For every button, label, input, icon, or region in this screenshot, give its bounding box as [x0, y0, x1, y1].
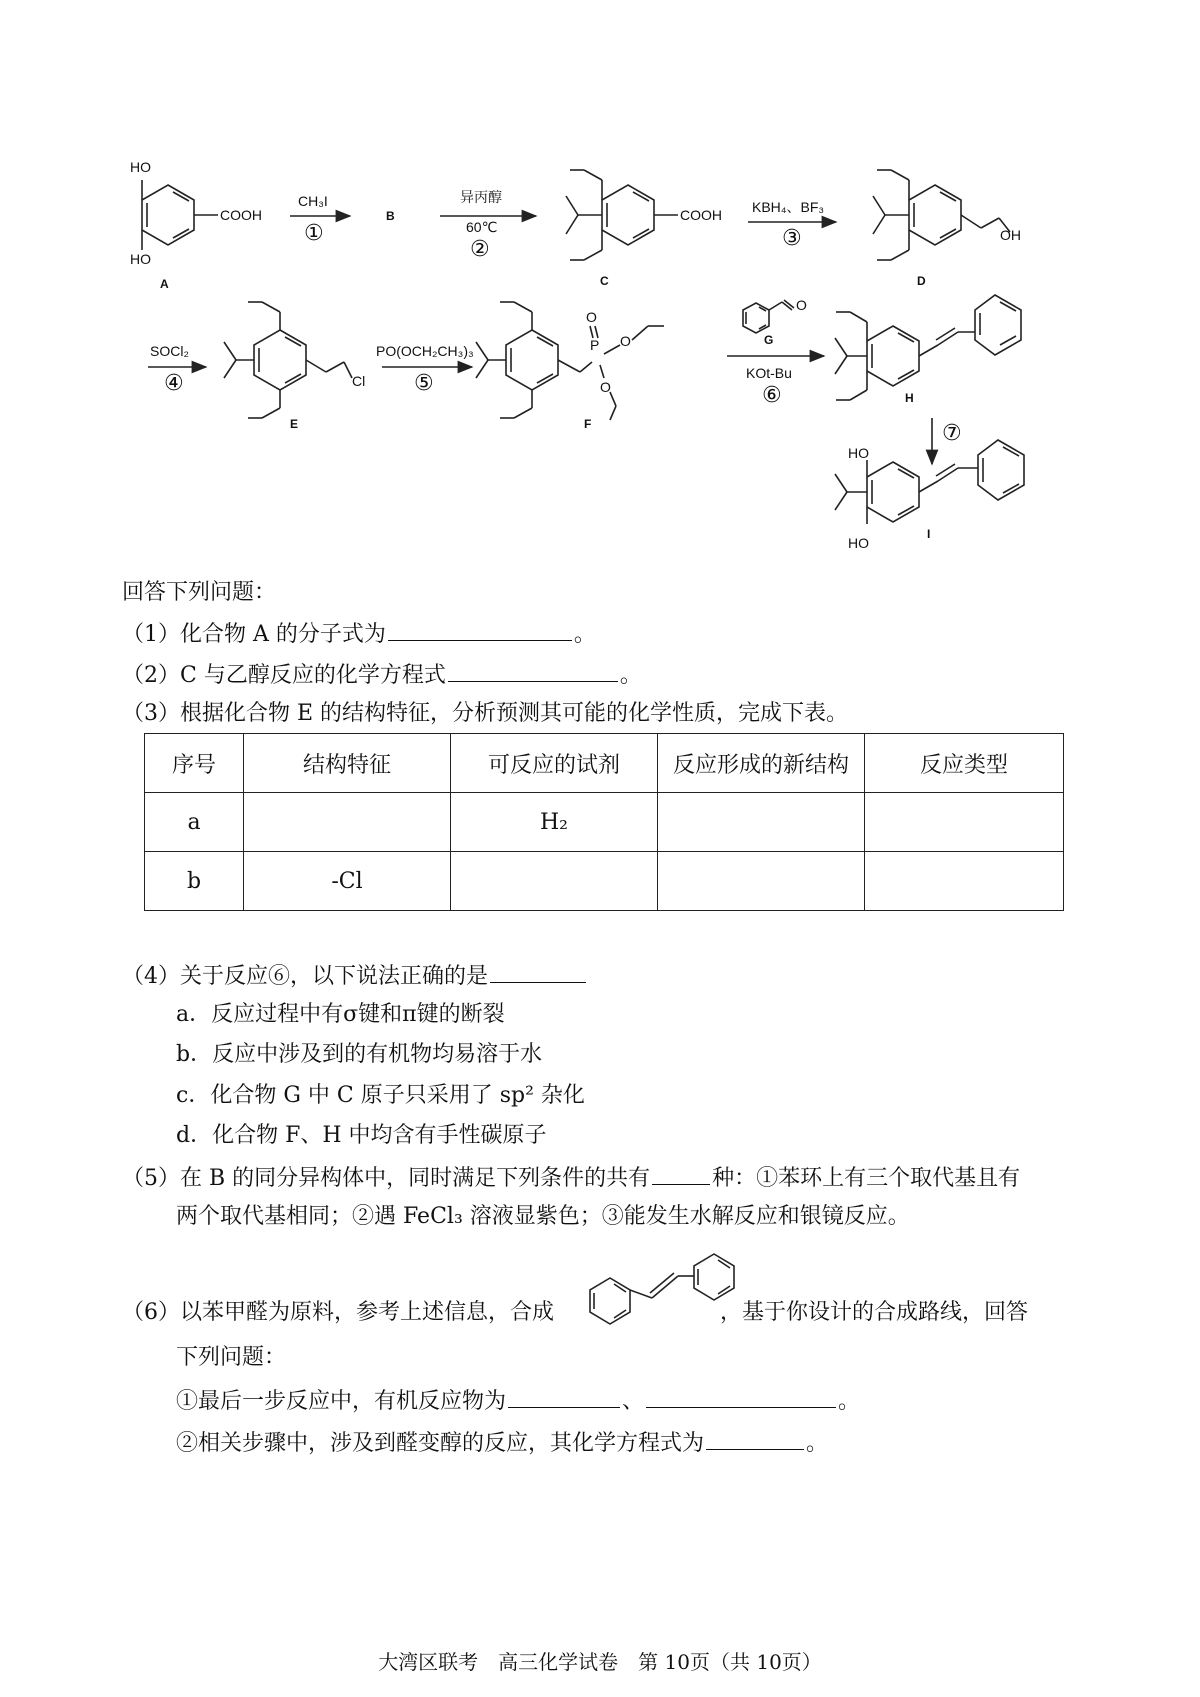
table-cell[interactable] [658, 793, 865, 852]
compound-h-structure [835, 295, 1021, 400]
step-3: ③ [782, 225, 802, 250]
question-6 [122, 1298, 1028, 1328]
question-6-part-2-end: 。 [806, 1431, 829, 1456]
reagent-5: PO(OCH₂CH₃)₃ [376, 343, 474, 359]
question-2 [122, 659, 642, 691]
question-5-cont: 种：①苯环上有三个取代基且有 [712, 1166, 1021, 1191]
table-cell: a [145, 793, 244, 852]
question-6-cont: ，基于你设计的合成路线，回答 [720, 1300, 1029, 1325]
reagent-2: 异丙醇 [460, 189, 502, 205]
i-ho-top: HO [848, 445, 869, 461]
question-6-part-2 [176, 1427, 828, 1459]
question-6-text: （6）以苯甲醛为原料，参考上述信息，合成 [122, 1300, 554, 1325]
label-a: A [160, 277, 169, 291]
label-b: B [386, 209, 395, 223]
d-oh: OH [1000, 227, 1021, 243]
property-table [144, 733, 1064, 911]
option-c[interactable]: c．化合物 G 中 C 原子只采用了 sp² 杂化 [176, 1083, 585, 1108]
answer-blank-5[interactable] [652, 1162, 710, 1185]
answer-blank-1[interactable] [388, 618, 572, 641]
compound-g-structure [743, 300, 794, 333]
step-5: ⑤ [414, 370, 434, 395]
header-feature: 结构特征 [244, 734, 451, 793]
compound-d-structure [873, 170, 1010, 260]
question-6-part-1-end: 。 [838, 1389, 861, 1414]
table-cell: -Cl [244, 852, 451, 911]
question-4-text: （4）关于反应⑥，以下说法正确的是 [122, 964, 488, 989]
table-cell[interactable] [244, 793, 451, 852]
option-b[interactable]: b．反应中涉及到的有机物均易溶于水 [176, 1042, 543, 1067]
compound-c-structure [566, 170, 678, 260]
question-6-line-2: 下列问题： [176, 1345, 287, 1370]
table-cell: H₂ [451, 793, 658, 852]
step-4: ④ [164, 370, 184, 395]
reagent-1: CH₃I [298, 193, 328, 209]
reagent-3: KBH₄、BF₃ [752, 199, 825, 215]
a-cooh: COOH [220, 207, 262, 223]
answer-blank-2[interactable] [448, 659, 618, 682]
label-c: C [600, 274, 609, 288]
question-1-text: （1）化合物 A 的分子式为 [122, 622, 386, 647]
step-2: ② [470, 236, 490, 261]
f-oxo: O [586, 309, 597, 325]
table-cell[interactable] [865, 793, 1064, 852]
i-ho-bottom: HO [848, 535, 869, 551]
answer-blank-6-2[interactable] [706, 1427, 804, 1450]
table-row [145, 793, 1064, 852]
e-cl: Cl [352, 373, 366, 389]
table-cell[interactable] [865, 852, 1064, 911]
table-cell[interactable] [658, 852, 865, 911]
header-reagent: 可反应的试剂 [451, 734, 658, 793]
a-ho-bottom: HO [130, 251, 151, 267]
question-5 [122, 1162, 1020, 1194]
table-cell: b [145, 852, 244, 911]
f-phosphorus: P [590, 337, 600, 353]
intro-text: 回答下列问题： [122, 580, 277, 605]
g-oxo: O [796, 297, 807, 313]
compound-a-structure [142, 180, 218, 250]
option-a[interactable]: a．反应过程中有σ键和π键的断裂 [176, 1002, 505, 1027]
option-d[interactable]: d．化合物 F、H 中均含有手性碳原子 [176, 1123, 547, 1148]
question-6-part-1-sep: 、 [622, 1389, 645, 1414]
table-cell[interactable] [451, 852, 658, 911]
step-6: ⑥ [762, 382, 782, 407]
question-3: （3）根据化合物 E 的结构特征，分析预测其可能的化学性质，完成下表。 [122, 701, 849, 726]
label-g: G [764, 333, 774, 347]
reagent-6: KOt-Bu [746, 365, 792, 381]
compound-f-structure [476, 302, 664, 420]
label-e: E [290, 417, 299, 431]
label-f: F [584, 417, 592, 431]
step-7: ⑦ [942, 420, 962, 445]
question-6-part-2-text: ②相关步骤中，涉及到醛变醇的反应，其化学方程式为 [176, 1431, 705, 1456]
question-5-text: （5）在 B 的同分异构体中，同时满足下列条件的共有 [122, 1166, 651, 1191]
f-ester-o1: O [620, 333, 631, 349]
table-header-row [145, 734, 1064, 793]
question-2-text: （2）C 与乙醇反应的化学方程式 [122, 663, 446, 688]
compound-e-structure [224, 302, 352, 418]
question-1 [122, 618, 596, 650]
c-cooh: COOH [680, 207, 722, 223]
question-6-part-1-text: ①最后一步反应中，有机反应物为 [176, 1389, 507, 1414]
a-ho-top: HO [130, 159, 151, 175]
page-footer: 大湾区联考 高三化学试卷 第 10页（共 10页） [378, 1650, 822, 1674]
f-ester-o2: O [600, 379, 611, 395]
question-5-line-2: 两个取代基相同；②遇 FeCl₃ 溶液显紫色；③能发生水解反应和银镜反应。 [176, 1204, 910, 1229]
reaction-scheme [0, 0, 1200, 570]
question-4 [122, 960, 588, 992]
answer-blank-6-1a[interactable] [508, 1385, 620, 1408]
reagent-4: SOCl₂ [150, 343, 189, 359]
table-row [145, 852, 1064, 911]
question-2-end: 。 [619, 663, 642, 688]
step-1: ① [304, 220, 324, 245]
label-d: D [917, 274, 926, 288]
reagent-2-condition: 60℃ [466, 219, 498, 235]
question-6-part-1 [176, 1385, 860, 1417]
answer-blank-4[interactable] [490, 960, 586, 983]
answer-blank-6-1b[interactable] [646, 1385, 836, 1408]
header-index: 序号 [145, 734, 244, 793]
label-h: H [905, 391, 914, 405]
header-reaction-type: 反应类型 [865, 734, 1064, 793]
header-new-structure: 反应形成的新结构 [658, 734, 865, 793]
question-1-end: 。 [573, 622, 596, 647]
label-i: I [927, 527, 931, 541]
